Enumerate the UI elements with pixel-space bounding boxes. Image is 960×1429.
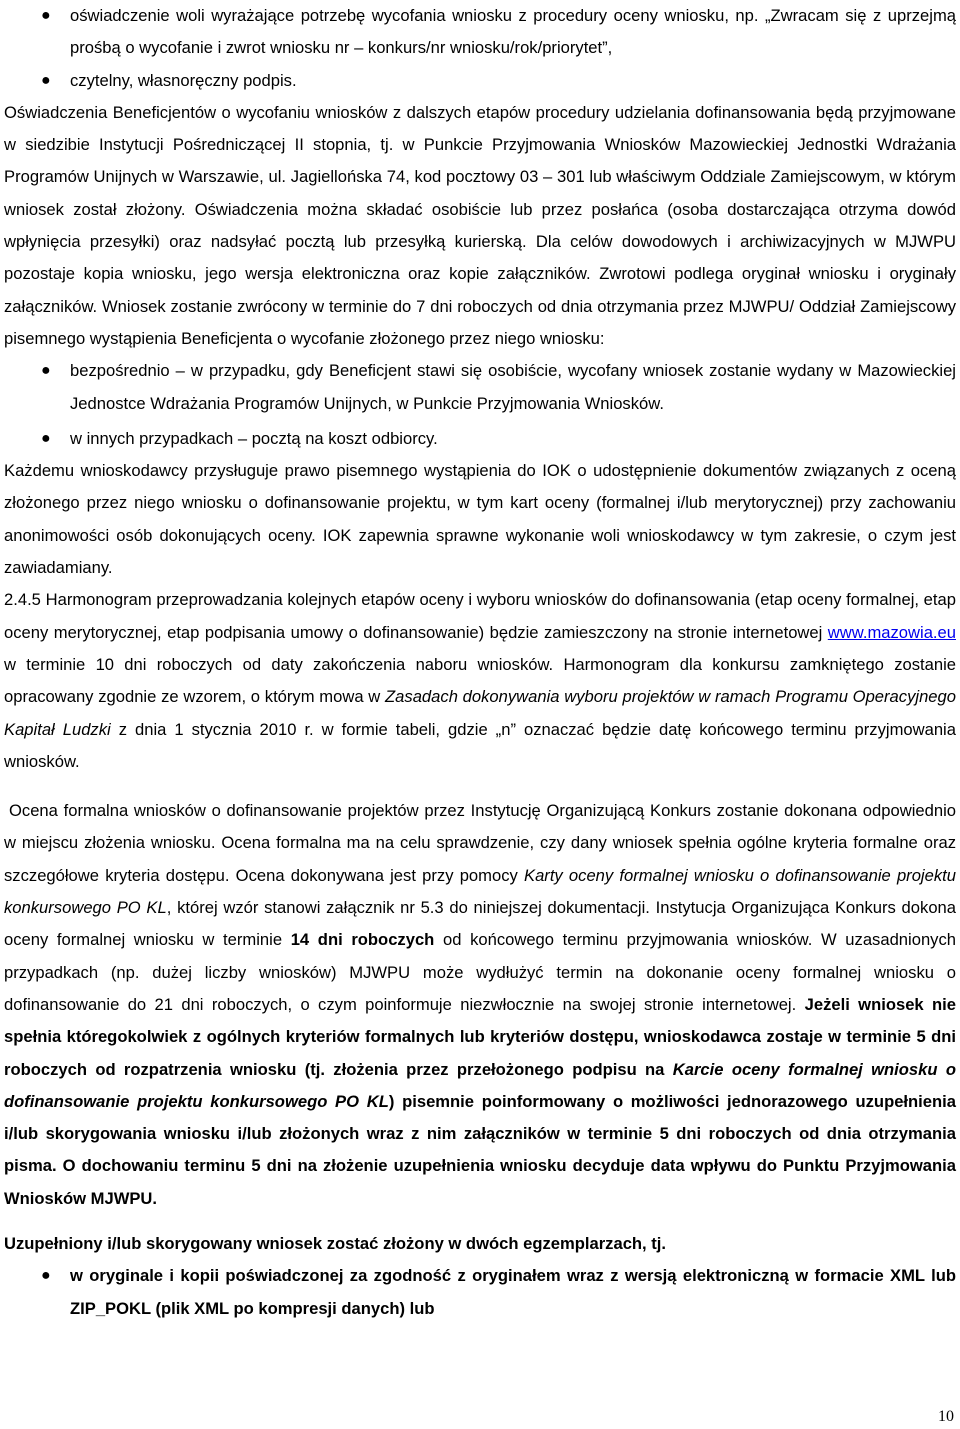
section-number: 2.4.5 xyxy=(4,590,41,610)
paragraph-copies: Uzupełniony i/lub skorygowany wniosek zostać złożony w dwóch egzemplarzach, tj. xyxy=(4,1233,667,1253)
bullet-icon: ● xyxy=(41,7,51,24)
return-method-list xyxy=(4,355,956,455)
italic-form-name: Karty oceny formalnej wniosku o dofinansowanie projektu konkursowego PO KL xyxy=(4,865,956,918)
document-body xyxy=(4,0,956,1325)
bullet-icon: ● xyxy=(41,1267,51,1285)
paragraph-formal-assessment: Ocena formalna wniosków o dofinansowanie projektów przez Instytucję Organizującą Konkurs zostanie dokonana odpowiednio w miejscu złożenia wniosku. Ocena formalna ma na celu sprawdzenie, czy dany wniosek spełnia ogólne kryteria formalne oraz szczegółowe kryteria dostępu. Ocena dokonywana jest przy pomocy Karty oceny formalnej wniosku o dofinansowanie projektu konkursowego PO KL, której wzór stanowi załącznik nr 5.3 do niniejszej dokumentacji. Instytucja Organizująca Konkurs dokona oceny formalnej wniosku w terminie 14 dni roboczych od końcowego terminu przyjmowania wniosków. W uzasadnionych przypadkach (np. dużej liczby wniosków) MJWPU może wydłużyć termin na dokonanie oceny formalnej wniosku o dofinansowanie do 21 dni roboczych, o czym poinformuje niezwłocznie na swojej stronie internetowej. Jeżeli wniosek nie spełnia któregokolwiek z ogólnych kryteriów formalnych lub kryteriów dostępu, wnioskodawca zostaje w terminie 5 dni roboczych od rozpatrzenia wniosku (tj. złożenia przez przełożonego podpisu na Karcie oceny formalnej wniosku o dofinansowanie projektu konkursowego PO KL) pisemnie poinformowany o możliwości jednorazowego uzupełnienia i/lub skorygowania wniosku i/lub złożonych wraz z nim załączników w terminie 5 dni roboczych od dnia otrzymania pisma. O dochowaniu terminu 5 dni na złożenie uzupełnienia wniosku decyduje data wpływu do Punktu Przyjmowania Wniosków MJWPU. xyxy=(4,801,957,1208)
website-link[interactable]: www.mazowia.eu xyxy=(827,622,956,642)
section-2-4-5: 2.4.5 Harmonogram przeprowadzania kolejnych etapów oceny i wyboru wniosków do dofinansowania (etap oceny formalnej, etap oceny merytorycznej, etap podpisania umowy o dofinansowanie) będzie zamieszczony na stronie internetowej www.mazowia.eu w terminie 10 dni roboczych od daty zakończenia naboru wniosków. Harmonogram dla konkursu zamkniętego zostanie opracowany zgodnie ze wzorem, o którym mowa w Zasadach dokonywania wyboru projektów w ramach Programu Operacyjnego Kapitał Ludzki z dnia 1 stycznia 2010 r. w formie tabeli, gdzie „n” oznaczać będzie datę końcowego terminu przyjmowania wniosków. xyxy=(4,590,956,771)
italic-reference: Zasadach dokonywania wyboru projektów w ramach Programu Operacyjnego Kapitał Ludzki xyxy=(4,687,956,739)
list-item: ● bezpośrednio – w przypadku, gdy Beneficjent stawi się osobiście, wycofany wniosek zostanie wydany w Mazowieckiej Jednostce Wdrażania Programów Unijnych, w Punkcie Przyjmowania Wniosków. xyxy=(4,355,956,420)
copies-list xyxy=(4,1260,956,1325)
list-item: ● czytelny, własnoręczny podpis. xyxy=(4,65,956,97)
paragraph-document-access: Każdemu wnioskodawcy przysługuje prawo pisemnego wystąpienia do IOK o udostępnienie dokumentów związanych z oceną złożonego przez niego wniosku o dofinansowanie projektu, w tym kart oceny (formalnej i/lub merytorycznej) przy zachowaniu anonimowości osób dokonujących oceny. IOK zapewnia sprawne wykonanie woli wnioskodawcy w tym zakresie, o czym jest zawiadamiany. xyxy=(4,461,956,578)
paragraph-withdrawal-statements: Oświadczenia Beneficjentów o wycofaniu wniosków z dalszych etapów procedury udzielania dofinansowania będą przyjmowane w siedzibie Instytucji Pośredniczącej II stopnia, tj. w Punkcie Przyjmowania Wniosków Mazowieckiej Jednostki Wdrażania Programów Unijnych w Warszawie, ul. Jagiellońska 74, kod pocztowy 03 – 301 lub właściwym Oddziale Zamiejscowym, w którym wniosek został złożony. Oświadczenia można składać osobiście lub przez posłańca (osoba dostarczająca otrzyma dowód wpłynięcia przesyłki) oraz nadsyłać pocztą lub przesyłką kurierską. Dla celów dowodowych i archiwizacyjnych w MJWPU pozostaje kopia wniosku, jego wersja elektroniczna oraz kopie załączników. Zwrotowi podlega oryginał wniosku i oryginały załączników. Wniosek zostanie zwrócony w terminie do 7 dni roboczych od dnia otrzymania przez MJWPU/ Oddział Zamiejscowy pisemnego wystąpienia Beneficjenta o wycofanie złożonego przez niego wniosku: xyxy=(4,102,956,348)
bullet-icon: ● xyxy=(41,362,51,380)
bold-italic-form-name: Karcie oceny formalnej wniosku o dofinansowanie projektu konkursowego PO KL xyxy=(4,1059,956,1111)
list-item: ● w oryginale i kopii poświadczonej za zgodność z oryginałem wraz z wersją elektroniczną w formacie XML lub ZIP_POKL (plik XML po kompresji danych) lub xyxy=(4,1260,956,1325)
bullet-icon: ● xyxy=(41,429,51,447)
withdrawal-requirements-list xyxy=(4,0,956,97)
bold-requirement: Jeżeli wniosek nie spełnia któregokolwiek z ogólnych kryteriów formalnych lub kryteriów dostępu, wnioskodawca zostaje w terminie 5 dni roboczych od rozpatrzenia wniosku (tj. złożenia przez przełożonego podpisu na Karcie oceny formalnej wniosku o dofinansowanie projektu konkursowego PO KL) pisemnie poinformowany o możliwości jednorazowego uzupełnienia i/lub skorygowania wniosku i/lub złożonych wraz z nim załączników w terminie 5 dni roboczych od dnia otrzymania pisma. O dochowaniu terminu 5 dni na złożenie uzupełnienia wniosku decyduje data wpływu do Punktu Przyjmowania Wniosków MJWPU. xyxy=(4,994,957,1208)
list-item: ● oświadczenie woli wyrażające potrzebę wycofania wniosku z procedury oceny wniosku, np. „Zwracam się z uprzejmą prośbą o wycofanie i zwrot wniosku nr – konkurs/nr wniosku/rok/priorytet”, xyxy=(4,0,956,65)
list-item: ● w innych przypadkach – pocztą na koszt odbiorcy. xyxy=(4,423,956,455)
bold-deadline: 14 dni roboczych xyxy=(290,930,435,950)
page-number: 10 xyxy=(938,1408,954,1425)
bullet-icon: ● xyxy=(41,71,51,89)
